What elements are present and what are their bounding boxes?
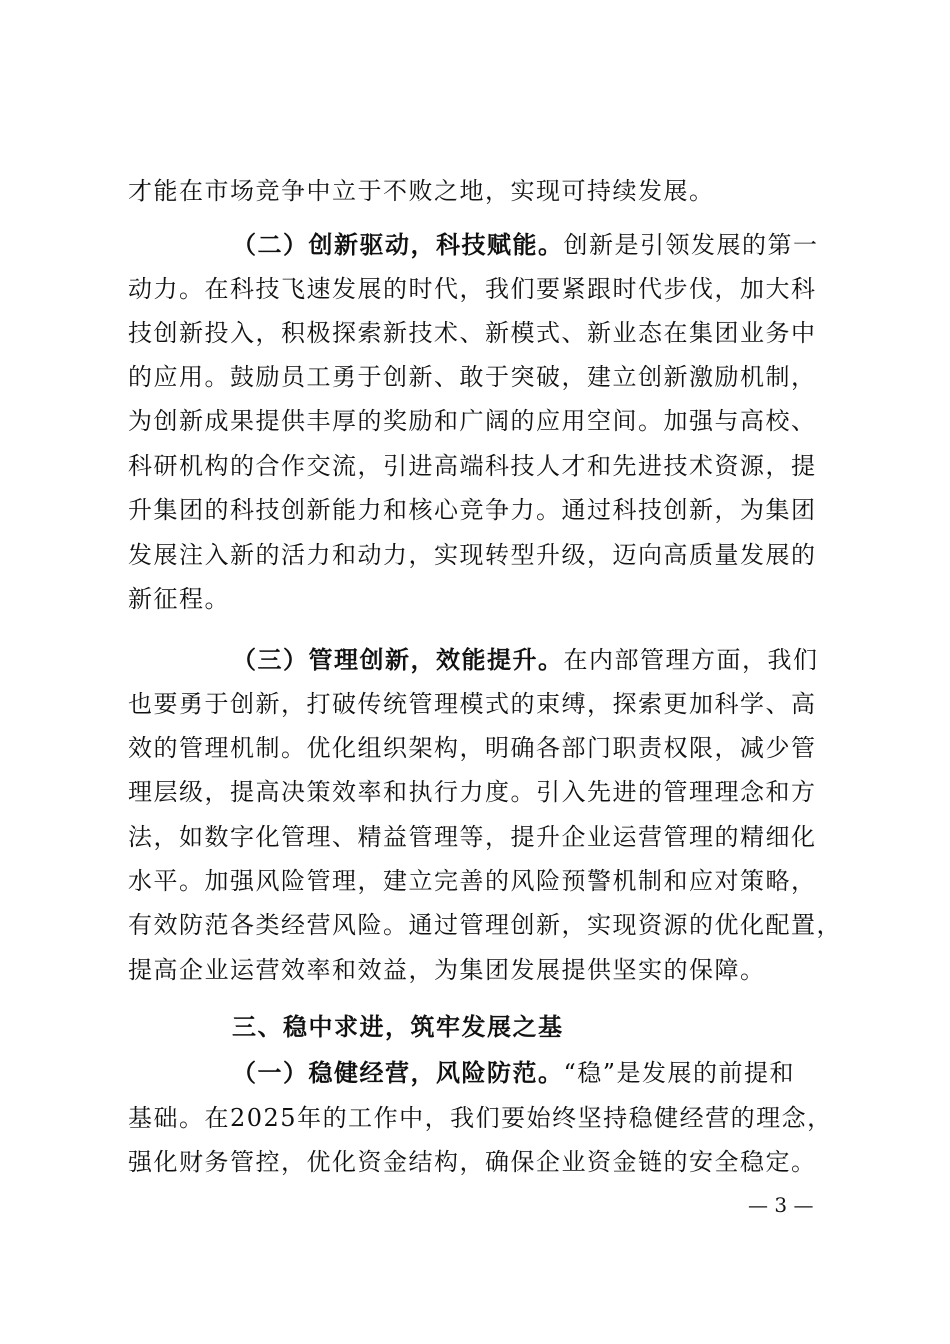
paragraph-line: 才能在市场竞争中立于不败之地，实现可持续发展。 [128, 177, 715, 205]
paragraph-line: 新征程。 [128, 585, 230, 613]
section-heading-2-3: （三）管理创新，效能提升。 [232, 645, 564, 674]
paragraph-line: 有效防范各类经营风险。通过管理创新，实现资源的优化配置， [128, 911, 842, 939]
section-heading-3-1: （一）稳健经营，风险防范。 [232, 1058, 564, 1087]
paragraph-line: 升集团的科技创新能力和核心竞争力。通过科技创新，为集团 [128, 496, 817, 524]
paragraph-line: 强化财务管控，优化资金结构，确保企业资金链的安全稳定。 [128, 1148, 817, 1176]
paragraph-line: 提高企业运营效率和效益，为集团发展提供坚实的保障。 [128, 956, 766, 984]
paragraph-line: 为创新成果提供丰厚的奖励和广阔的应用空间。加强与高校、 [128, 407, 817, 435]
page-number: — 3 — [748, 1193, 814, 1217]
paragraph-line: 理层级，提高决策效率和执行力度。引入先进的管理理念和方 [128, 778, 817, 806]
paragraph-line: 法，如数字化管理、精益管理等，提升企业运营管理的精细化 [128, 823, 817, 851]
paragraph-line: 效的管理机制。优化组织架构，明确各部门职责权限，减少管 [128, 734, 817, 762]
section-heading-2-2: （二）创新驱动，科技赋能。 [232, 230, 564, 259]
paragraph-line: 科研机构的合作交流，引进高端科技人才和先进技术资源，提 [128, 452, 817, 480]
paragraph-line: 基础。在2025年的工作中，我们要始终坚持稳健经营的理念， [128, 1104, 833, 1132]
section-2-2-first-line: （二）创新驱动，科技赋能。创新是引领发展的第一 [232, 230, 819, 259]
section-2-3-first-line: （三）管理创新，效能提升。在内部管理方面，我们 [232, 645, 819, 674]
paragraph-line: 也要勇于创新，打破传统管理模式的束缚，探索更加科学、高 [128, 690, 817, 718]
paragraph-line: 发展注入新的活力和动力，实现转型升级，迈向高质量发展的 [128, 541, 817, 569]
section-3-1-first-line: （一）稳健经营，风险防范。“稳”是发展的前提和 [232, 1058, 796, 1087]
paragraph-line: 动力。在科技飞速发展的时代，我们要紧跟时代步伐，加大科 [128, 275, 817, 303]
section-heading-3: 三、稳中求进，筑牢发展之基 [232, 1012, 564, 1041]
paragraph-line: 水平。加强风险管理，建立完善的风险预警机制和应对策略， [128, 867, 817, 895]
paragraph-line: 的应用。鼓励员工勇于创新、敢于突破，建立创新激励机制， [128, 363, 817, 391]
paragraph-line: 技创新投入，积极探索新技术、新模式、新业态在集团业务中 [128, 319, 817, 347]
